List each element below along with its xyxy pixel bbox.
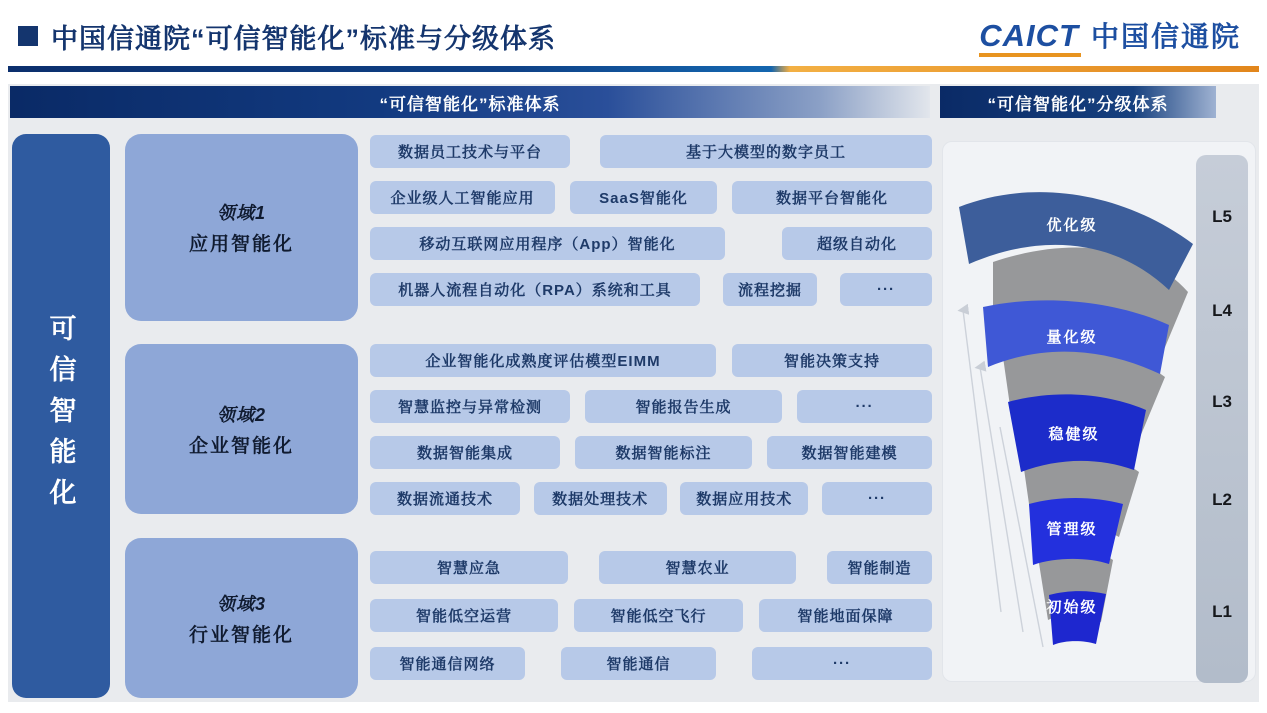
standard-item-button: 智能决策支持: [732, 344, 932, 377]
standards-grid-application: [370, 135, 932, 319]
standard-item-button: 企业级人工智能应用: [370, 181, 555, 214]
standards-row: [370, 647, 932, 680]
standard-item-button: 数据应用技术: [680, 482, 808, 515]
page-title: 中国信通院“可信智能化”标准与分级体系: [51, 23, 556, 54]
standards-row: [370, 482, 932, 515]
title-bullet-square: [18, 26, 38, 46]
standards-row: [370, 436, 932, 469]
standard-item-button: 智能地面保障: [759, 599, 932, 632]
standards-row: [370, 551, 932, 584]
level-code-label: L3: [1212, 392, 1232, 411]
divider-bar: [8, 66, 1259, 72]
standard-item-button: SaaS智能化: [570, 181, 717, 214]
grading-panel-title: “可信智能化”分级体系: [987, 94, 1169, 114]
level-code-label: L2: [1212, 490, 1232, 509]
caict-logo-latin: CAICT: [979, 20, 1081, 57]
standard-item-button: 智慧农业: [599, 551, 796, 584]
domain-block-industry: 领域3 行业智能化: [125, 538, 358, 698]
standard-item-button: 智能制造: [827, 551, 932, 584]
standard-item-button: 基于大模型的数字员工: [600, 135, 932, 168]
standard-item-button: 数据处理技术: [534, 482, 667, 515]
band-label: 量化级: [1046, 329, 1098, 346]
standard-item-button: 数据员工技术与平台: [370, 135, 570, 168]
standard-item-button: ···: [752, 647, 932, 680]
standards-row: [370, 599, 932, 632]
standard-item-button: 移动互联网应用程序（App）智能化: [370, 227, 725, 260]
standard-item-button: 数据平台智能化: [732, 181, 932, 214]
content-area: [8, 84, 1259, 702]
standard-item-button: 智慧应急: [370, 551, 568, 584]
standards-grid-industry: [370, 551, 932, 695]
standard-item-button: 智能通信网络: [370, 647, 525, 680]
band-label: 初始级: [1046, 599, 1098, 616]
title-bar: [0, 0, 1267, 60]
level-code-label: L5: [1212, 207, 1232, 226]
level-code-label: L4: [1212, 301, 1232, 320]
standards-row: [370, 344, 932, 377]
standard-item-button: 数据智能集成: [370, 436, 560, 469]
standard-item-button: 机器人流程自动化（RPA）系统和工具: [370, 273, 700, 306]
standards-panel-header: [10, 86, 930, 118]
standards-row: [370, 227, 932, 260]
standard-item-button: ···: [797, 390, 932, 423]
domain-block-enterprise: 领域2 企业智能化: [125, 344, 358, 514]
band-label: 稳健级: [1048, 426, 1100, 443]
domain-block-application: 领域1 应用智能化: [125, 134, 358, 321]
standards-row: [370, 273, 932, 306]
standard-item-button: ···: [822, 482, 932, 515]
standard-item-button: 数据智能标注: [575, 436, 752, 469]
level-scale-bar: [1196, 155, 1248, 683]
standard-item-button: 企业智能化成熟度评估模型EIMM: [370, 344, 716, 377]
standards-grid-enterprise: [370, 344, 932, 528]
standard-item-button: 智能通信: [561, 647, 716, 680]
standard-item-button: 流程挖掘: [723, 273, 817, 306]
standard-item-button: 智慧监控与异常检测: [370, 390, 570, 423]
standard-item-button: 数据智能建模: [767, 436, 932, 469]
standards-row: [370, 135, 932, 168]
standard-item-button: 数据流通技术: [370, 482, 520, 515]
standard-item-button: 智能低空飞行: [574, 599, 743, 632]
level-code-label: L1: [1212, 602, 1232, 621]
band-label: 优化级: [1046, 217, 1098, 234]
grading-panel: [942, 141, 1256, 682]
caict-logo-chinese: 中国信通院: [1090, 21, 1241, 53]
standards-row: [370, 181, 932, 214]
band-label: 管理级: [1046, 521, 1098, 538]
trusted-intelligence-side-label: 可信智能化: [12, 134, 110, 698]
grading-panel-header: [940, 86, 1216, 118]
standard-item-button: 智能报告生成: [585, 390, 782, 423]
caict-logo: [979, 15, 1251, 57]
standards-panel-title: “可信智能化”标准体系: [379, 94, 561, 114]
standard-item-button: ···: [840, 273, 932, 306]
standards-row: [370, 390, 932, 423]
standard-item-button: 智能低空运营: [370, 599, 558, 632]
standard-item-button: 超级自动化: [782, 227, 932, 260]
